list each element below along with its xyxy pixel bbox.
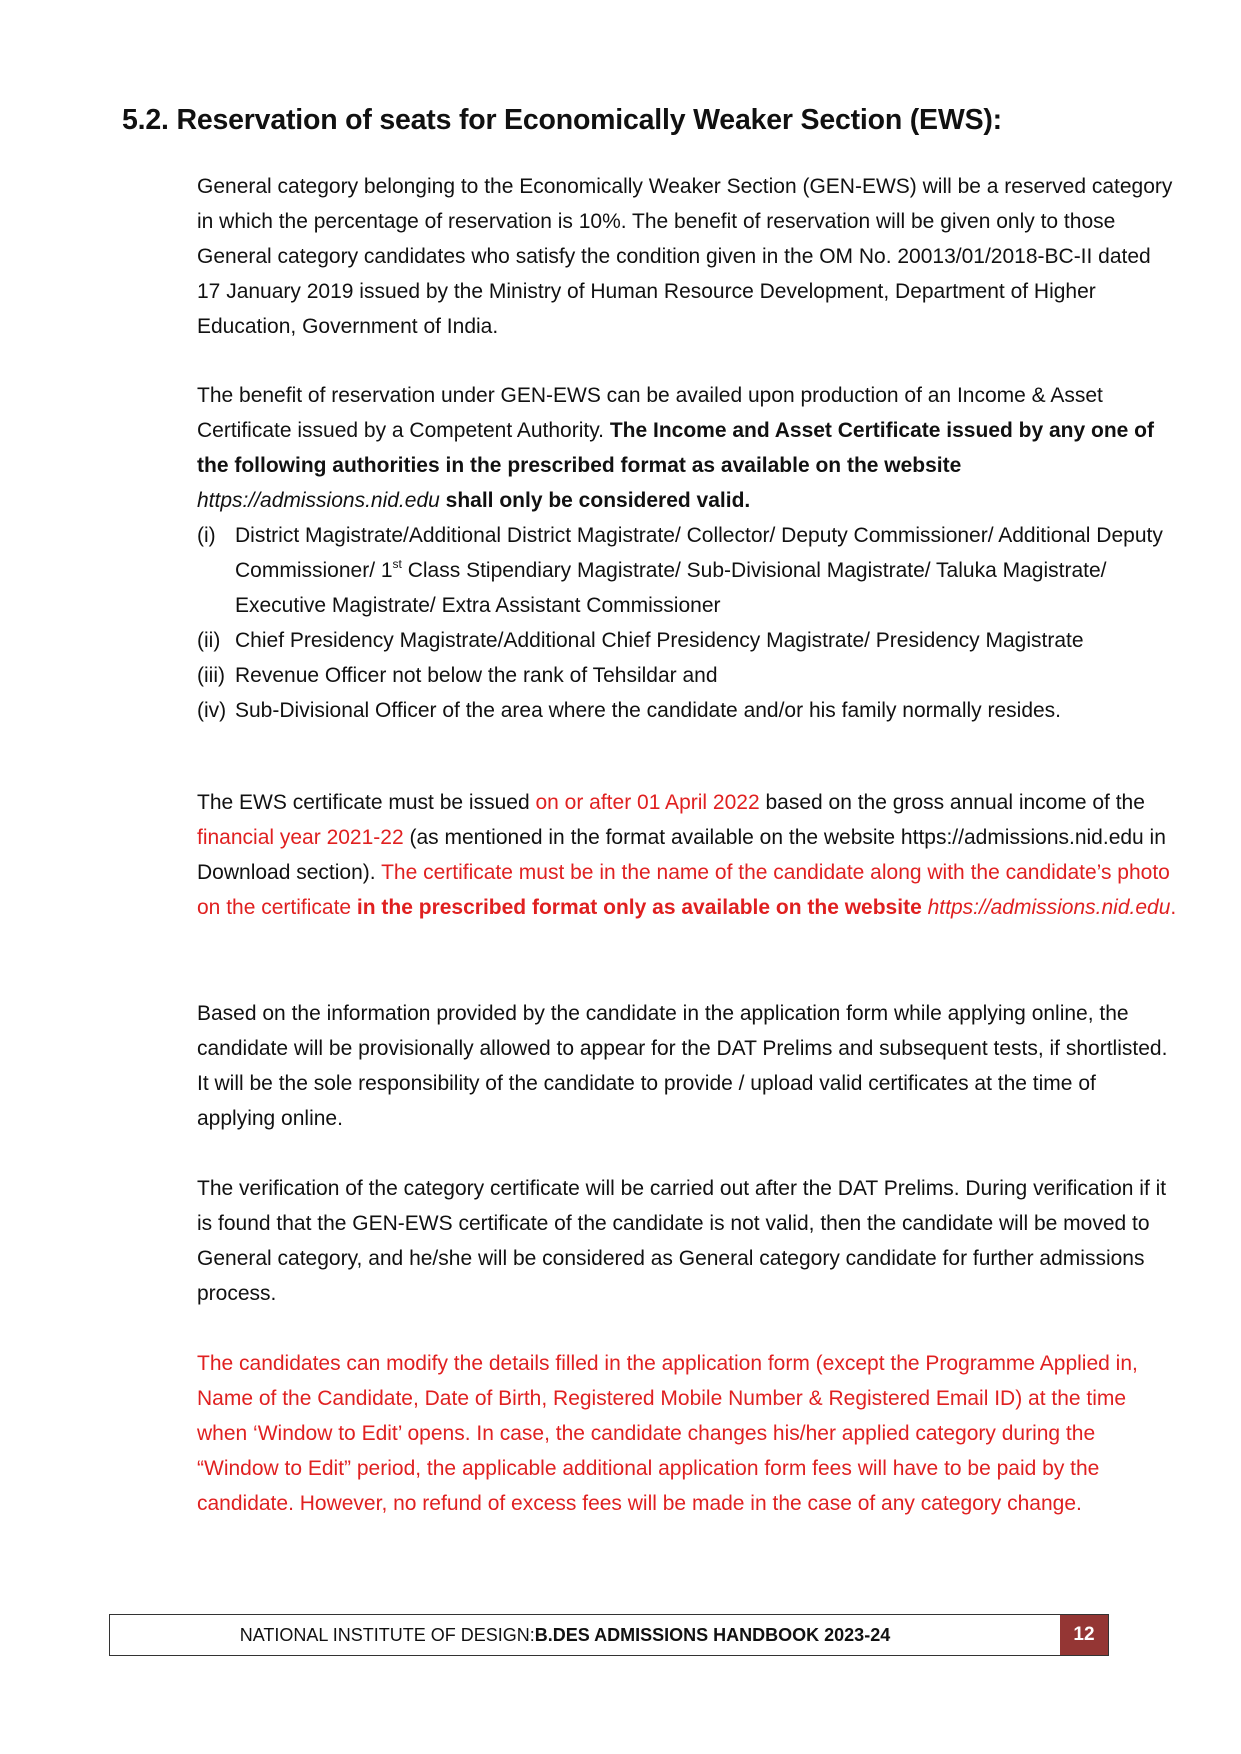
text-span: The EWS certificate must be issued [197,791,536,814]
para-certificate-text: The benefit of reservation under GEN-EWS can be availed upon production of an Income & Asset Certificate issued by a Competent Authority. [197,384,1103,442]
list-item [197,658,1177,693]
list-item [197,518,1177,623]
website-url: https://admissions.nid.edu [197,489,440,512]
para-verification-text: The verification of the category certificate will be carried out after the DAT Prelims. During verification if it is found that the GEN-EWS certificate of the candidate is not valid, then the candidate will be moved to General category, and he/she will be considered as General category candidate for further admissions process. [197,1177,1167,1305]
list-item-superscript: st [392,557,402,571]
list-item-number: (i) [197,524,216,547]
highlight-financial-year: financial year 2021-22 [197,826,404,849]
list-item [197,623,1177,658]
para-ews-category [197,169,1177,344]
highlight-prescribed-format: in the prescribed format only as available on the website [356,896,928,919]
list-item-text: Revenue Officer not below the rank of Tehsildar and [235,664,718,687]
list-item-number: (ii) [197,629,221,652]
para-window-to-edit-text: The candidates can modify the details filled in the application form (except the Programme Applied in, Name of the Candidate, Date of Birth, Registered Mobile Number & Registered Email ID) at the time when ‘Window to Edit’ opens. In case, the candidate changes his/her applied category during the “Window to Edit” period, the applicable additional application form fees will have to be paid by the candidate. However, no refund of excess fees will be made in the case of any category change. [197,1352,1138,1515]
text-span: (as mentioned in the format available on the website https://admissions.nid.edu in Download section). [197,826,1166,884]
list-item-text: District Magistrate/Additional District Magistrate/ Collector/ Deputy Commissioner/ Additional Deputy Commissioner/ 1 [235,524,1163,582]
footer-handbook-name: B.DES ADMISSIONS HANDBOOK 2023-24 [534,1624,891,1645]
list-item-text: Chief Presidency Magistrate/Additional Chief Presidency Magistrate/ Presidency Magistrate [235,629,1084,652]
page-footer [109,1614,1109,1656]
authorities-list [197,518,1177,728]
para-verification [197,1171,1177,1311]
para-certificate [197,378,1177,728]
para-ews-category-text: General category belonging to the Economically Weaker Section (GEN-EWS) will be a reserved category in which the percentage of reservation is 10%. The benefit of reservation will be given only to those General category candidates who satisfy the condition given in the OM No. 20013/01/2018-BC-II dated 17 January 2019 issued by the Ministry of Human Resource Development, Department of Higher Education, Government of India. [197,175,1173,338]
highlight-date: on or after 01 April 2022 [535,791,760,814]
footer-title [110,1615,1060,1655]
para-window-to-edit [197,1346,1177,1521]
highlight-certificate-name: The certificate must be in the name of the candidate along with the candidate’s photo on the certificate [197,861,1170,919]
footer-prefix: NATIONAL INSTITUTE OF DESIGN: [239,1624,535,1645]
list-item-number: (iv) [197,699,227,722]
list-item-text-cont: Class Stipendiary Magistrate/ Sub-Divisional Magistrate/ Taluka Magistrate/ Executive Magistrate/ Extra Assistant Commissioner [235,559,1107,617]
website-url: https://admissions.nid.edu [927,896,1171,919]
para-certificate-bold: The Income and Asset Certificate issued by any one of the following authorities in the prescribed format as available on the website [197,419,1155,477]
para-provisional-text: Based on the information provided by the candidate in the application form while applying online, the candidate will be provisionally allowed to appear for the DAT Prelims and subsequent tests, if shortlisted. It will be the sole responsibility of the candidate to provide / upload valid certificates at the time of applying online. [197,1002,1168,1130]
para-provisional [197,996,1177,1136]
para-certificate-bold-end: shall only be considered valid. [439,489,751,512]
list-item [197,693,1177,728]
list-item-number: (iii) [197,664,225,687]
list-item-text: Sub-Divisional Officer of the area where the candidate and/or his family normally resides. [235,699,1062,722]
section-heading: 5.2. Reservation of seats for Economically Weaker Section (EWS): [122,104,1002,136]
text-span: . [1170,896,1177,919]
para-ews-date [197,785,1177,925]
text-span: based on the gross annual income of the [759,791,1145,814]
page-number: 12 [1060,1615,1108,1655]
